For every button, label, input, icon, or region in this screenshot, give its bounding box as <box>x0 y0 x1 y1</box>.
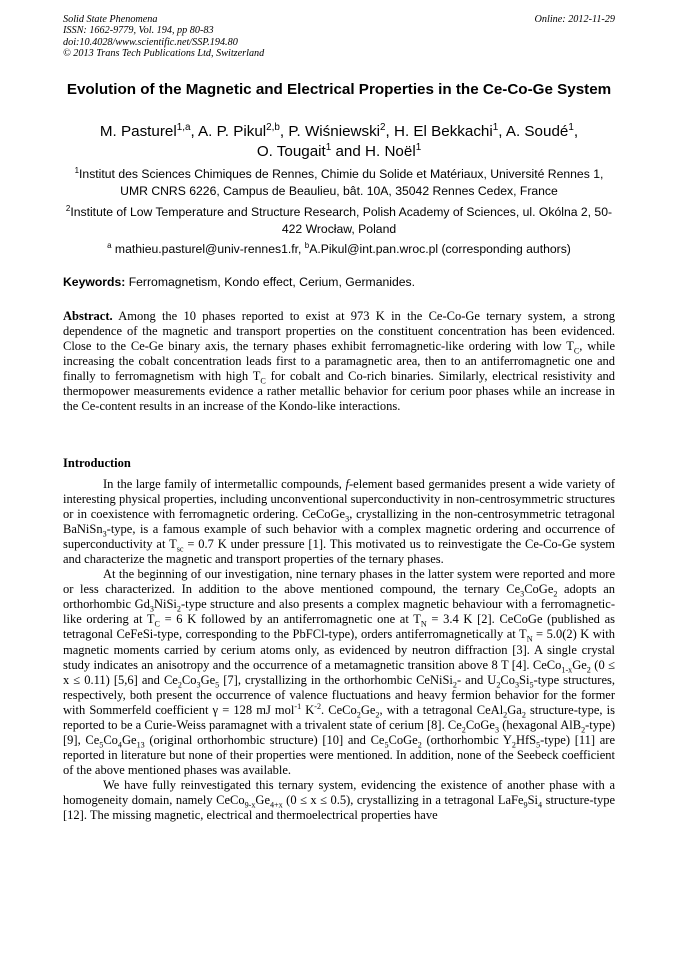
email-link-b[interactable]: A.Pikul@int.pan.wroc.pl (corresponding authors) <box>309 242 571 256</box>
introduction-body <box>63 477 615 823</box>
author-list: M. Pasturel$^{1,a}$, A. P. Pikul$^{2,b}$, P. Wiśniewski$^2$, H. El Bekkachi$^1$, A. Soudé$^1$, O. Tougait$^1$ and H. Noël$^1$ <box>99 121 579 160</box>
journal-copyright: © 2013 Trans Tech Publications Ltd, Switzerland <box>63 48 265 60</box>
online-date: Online: 2012-11-29 <box>534 14 615 25</box>
paragraph: We have fully reinvestigated this ternary system, evidencing the existence of another phase with a homogeneity domain, namely $CeCo_{9-x}Ge_{4+x}$ (0 ≤ x ≤ 0.5), crystallizing in a tetragonal $LaFe_9Si_4$ structure-type [12]. The missing magnetic, electrical and thermoelectrical properties have <box>63 777 616 823</box>
section-heading-introduction: Introduction <box>63 456 131 470</box>
paragraph: At the beginning of our investigation, nine ternary phases in the latter system were reported and more or less characterized. In addition to the above mentioned compound, the ternary $Ce_3CoGe_2$ adopts an orthorhombic $Gd_3NiSi_2$-type structure and also presents a complex magnetic behaviour with a ferromagnetic-like ordering at $T_C = 6$ K followed by an antiferromagnetic one at $T_N = 3.4$ K [2]. CeCoGe (published as tetragonal CeFeSi-type, corresponding to the PbFCl-type), orders antiferromagnetically at $T_N = 5.0(2)$ K with magnetic moments carried by cerium atoms only, as evidenced by neutron diffraction [3]. A single crystal study indicates an anisotropy and the occurrence of a metamagnetic transition above 8 T [4]. $CeCo_{1-x}Ge_2$ (0 ≤ x ≤ 0.11) [5,6] and $Ce_2Co_3Ge_5$ [7], crystallizing in the orthorhombic CeNiSi$_2$- and $U_2Co_3Si_5$-type structures, respectively, both present the occurrence of valence fluctuations and heavy fermion behavior for the former with Sommerfeld coefficient γ = 128 mJ mol$^{-1}$ $K^{-2}$. $CeCo_2Ge_2$, with a tetragonal $CeAl_2Ga_2$ structure-type, is reported to be a Curie-Weiss paramagnet with a trivalent state of cerium [8]. $Ce_2CoGe_3$ (hexagonal AlB$_2$-type) [9], $Ce_5Co_4Ge_{13}$ (original orthorhombic structure) [10] and $Ce_5CoGe_2$ (orthorhombic $Y_2HfS_5-type$) [11] are reported in literature but none of their properties were mentioned. In addition, none of the Seebeck coefficient of the above mentioned phases was available. <box>63 567 616 777</box>
journal-doi: doi:10.4028/www.scientific.net/SSP.194.80 <box>63 36 238 48</box>
paragraph: In the large family of intermetallic compounds, f-element based germanides present a wide variety of interesting physical properties, including unconventional superconductivity in non-centrosymmetric structures or in coexistence with ferromagnetic ordering. CeCoGe$_3$, crystallizing in the non-centrosymmetric tetragonal BaNiSn$_3$-type, is a famous example of such behavior with a complex magnetic ordering and occurrence of superconductivity at $T_{sc} = 0.7$ K under pressure [1]. This motivated us to reinvestigate the Ce-Co-Ge system and characterize the magnetic and transport properties of the ternary phases. <box>63 477 616 567</box>
abstract-label: Abstract. <box>63 309 113 323</box>
journal-header <box>63 14 615 60</box>
author-emails: $^a$ mathieu.pasturel@univ-rennes1.fr, $^b$A.Pikul@int.pan.wroc.pl (corresponding authors) <box>107 240 571 256</box>
journal-issn: ISSN: 1662-9779, Vol. 194, pp 80-83 <box>63 25 214 37</box>
affiliation-2: $^2$Institute of Low Temperature and Structure Research, Polish Academy of Sciences, ul. Okólna 2, 50-422 Wrocław, Poland <box>65 203 613 236</box>
abstract: Abstract. Among the 10 phases reported to exist at 973 K in the Ce-Co-Ge ternary system, a strong dependence of the magnetic and transport properties on the constituent concentration has been evidenced. Close to the Ce-Ge binary axis, the ternary phases exhibit ferromagnetic-like ordering with low $T_C$, while increasing the cobalt concentration leads first to a paramagnetic area, then to an antiferromagnetic one and finally to ferromagnetism with high $T_C$ for cobalt and Co-rich binaries. Similarly, electrical resistivity and thermopower measurements evidence a rather metallic behavior for cerium poor phases while an increase in the Ce-content results in an increase of the Kondo-like interactions. <box>63 309 615 414</box>
paper-title: Evolution of the Magnetic and Electrical Properties in the Ce-Co-Ge System <box>66 81 612 98</box>
keywords-label: Keywords: <box>63 275 126 289</box>
keywords-text: Ferromagnetism, Kondo effect, Cerium, Germanides. <box>125 275 415 289</box>
email-link-a[interactable]: mathieu.pasturel@univ-rennes1.fr, <box>111 242 305 256</box>
keywords <box>63 275 615 290</box>
journal-name: Solid State Phenomena <box>63 14 158 25</box>
affiliation-1: $^1$Institut des Sciences Chimiques de Rennes, Chimie du Solide et Matériaux, Université Rennes 1, UMR CNRS 6226, Campus de Beaulieu, bât. 10A, 35042 Rennes Cedex, France <box>74 165 604 198</box>
